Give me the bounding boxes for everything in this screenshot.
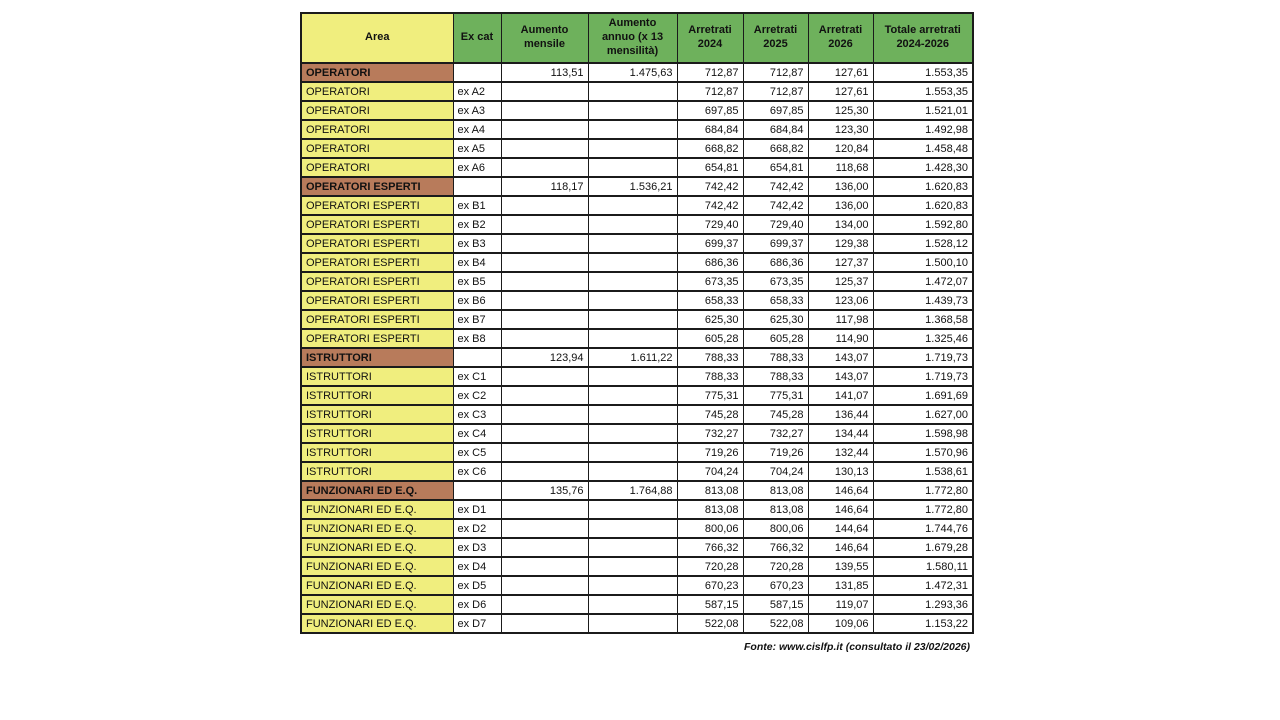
cell-arr2025: 766,32 (743, 538, 808, 557)
cell-totale: 1.472,31 (873, 576, 973, 595)
cell-excat: ex B3 (453, 234, 501, 253)
cell-area: OPERATORI (301, 139, 453, 158)
cell-annuo (588, 538, 677, 557)
cell-arr2025: 625,30 (743, 310, 808, 329)
cell-area: OPERATORI ESPERTI (301, 329, 453, 348)
cell-area: ISTRUTTORI (301, 462, 453, 481)
cell-arr2025: 522,08 (743, 614, 808, 633)
cell-totale: 1.744,76 (873, 519, 973, 538)
cell-mensile (501, 215, 588, 234)
cell-annuo (588, 519, 677, 538)
column-header-area: Area (301, 13, 453, 63)
cell-area: OPERATORI ESPERTI (301, 291, 453, 310)
cell-arr2024: 788,33 (677, 348, 743, 367)
cell-annuo (588, 500, 677, 519)
cell-arr2024: 658,33 (677, 291, 743, 310)
cell-area: ISTRUTTORI (301, 443, 453, 462)
cell-arr2026: 136,44 (808, 405, 873, 424)
cell-area: FUNZIONARI ED E.Q. (301, 614, 453, 633)
cell-arr2026: 134,00 (808, 215, 873, 234)
section-row (301, 348, 973, 367)
cell-arr2026: 118,68 (808, 158, 873, 177)
cell-mensile: 123,94 (501, 348, 588, 367)
cell-arr2025: 668,82 (743, 139, 808, 158)
cell-area: FUNZIONARI ED E.Q. (301, 519, 453, 538)
cell-excat: ex D6 (453, 595, 501, 614)
cell-arr2026: 129,38 (808, 234, 873, 253)
table-row (301, 557, 973, 576)
cell-area: OPERATORI ESPERTI (301, 215, 453, 234)
cell-arr2025: 587,15 (743, 595, 808, 614)
cell-area: ISTRUTTORI (301, 405, 453, 424)
cell-excat: ex C4 (453, 424, 501, 443)
cell-annuo (588, 215, 677, 234)
cell-arr2024: 712,87 (677, 82, 743, 101)
cell-arr2026: 132,44 (808, 443, 873, 462)
cell-area: ISTRUTTORI (301, 424, 453, 443)
cell-arr2026: 146,64 (808, 500, 873, 519)
cell-arr2026: 146,64 (808, 481, 873, 500)
cell-arr2026: 141,07 (808, 386, 873, 405)
cell-arr2025: 742,42 (743, 177, 808, 196)
cell-mensile (501, 500, 588, 519)
table-row (301, 139, 973, 158)
table-row (301, 101, 973, 120)
cell-arr2025: 712,87 (743, 82, 808, 101)
cell-arr2025: 605,28 (743, 329, 808, 348)
cell-totale: 1.772,80 (873, 500, 973, 519)
cell-excat: ex C5 (453, 443, 501, 462)
cell-arr2024: 522,08 (677, 614, 743, 633)
cell-area: FUNZIONARI ED E.Q. (301, 538, 453, 557)
cell-arr2024: 788,33 (677, 367, 743, 386)
cell-mensile (501, 443, 588, 462)
table-row (301, 291, 973, 310)
cell-annuo (588, 310, 677, 329)
cell-arr2025: 697,85 (743, 101, 808, 120)
cell-arr2025: 654,81 (743, 158, 808, 177)
cell-arr2026: 117,98 (808, 310, 873, 329)
column-header-totale: Totale arretrati 2024-2026 (873, 13, 973, 63)
cell-arr2025: 720,28 (743, 557, 808, 576)
cell-arr2025: 732,27 (743, 424, 808, 443)
cell-area: FUNZIONARI ED E.Q. (301, 595, 453, 614)
cell-arr2026: 119,07 (808, 595, 873, 614)
cell-annuo: 1.764,88 (588, 481, 677, 500)
cell-totale: 1.719,73 (873, 367, 973, 386)
cell-annuo (588, 196, 677, 215)
cell-arr2026: 127,61 (808, 82, 873, 101)
cell-excat: ex B7 (453, 310, 501, 329)
cell-mensile: 113,51 (501, 63, 588, 82)
cell-area: OPERATORI ESPERTI (301, 196, 453, 215)
cell-annuo (588, 139, 677, 158)
cell-area: FUNZIONARI ED E.Q. (301, 481, 453, 500)
cell-mensile (501, 405, 588, 424)
cell-arr2024: 742,42 (677, 177, 743, 196)
cell-excat: ex D1 (453, 500, 501, 519)
cell-area: OPERATORI ESPERTI (301, 234, 453, 253)
cell-arr2026: 136,00 (808, 177, 873, 196)
cell-arr2026: 143,07 (808, 367, 873, 386)
table-row (301, 519, 973, 538)
cell-excat: ex A3 (453, 101, 501, 120)
cell-excat: ex B8 (453, 329, 501, 348)
cell-totale: 1.553,35 (873, 63, 973, 82)
cell-arr2025: 813,08 (743, 481, 808, 500)
cell-area: OPERATORI ESPERTI (301, 310, 453, 329)
salary-arrears-table (300, 12, 974, 634)
cell-mensile (501, 101, 588, 120)
cell-totale: 1.500,10 (873, 253, 973, 272)
cell-mensile (501, 557, 588, 576)
cell-annuo (588, 614, 677, 633)
cell-totale: 1.598,98 (873, 424, 973, 443)
cell-excat: ex B4 (453, 253, 501, 272)
cell-arr2025: 712,87 (743, 63, 808, 82)
cell-area: FUNZIONARI ED E.Q. (301, 500, 453, 519)
cell-excat: ex C6 (453, 462, 501, 481)
cell-mensile (501, 462, 588, 481)
cell-annuo (588, 405, 677, 424)
cell-excat: ex C3 (453, 405, 501, 424)
cell-annuo (588, 424, 677, 443)
cell-arr2026: 123,06 (808, 291, 873, 310)
column-header-excat: Ex cat (453, 13, 501, 63)
cell-arr2026: 136,00 (808, 196, 873, 215)
cell-annuo (588, 158, 677, 177)
cell-excat: ex D4 (453, 557, 501, 576)
cell-arr2024: 654,81 (677, 158, 743, 177)
column-header-annuo: Aumento annuo (x 13 mensilità) (588, 13, 677, 63)
cell-totale: 1.620,83 (873, 196, 973, 215)
cell-arr2025: 788,33 (743, 348, 808, 367)
table-row (301, 253, 973, 272)
cell-mensile (501, 253, 588, 272)
table-header (301, 13, 973, 63)
column-header-mensile: Aumento mensile (501, 13, 588, 63)
table-row (301, 443, 973, 462)
table-row (301, 82, 973, 101)
cell-arr2024: 742,42 (677, 196, 743, 215)
cell-mensile (501, 139, 588, 158)
cell-annuo (588, 329, 677, 348)
cell-annuo (588, 253, 677, 272)
cell-totale: 1.592,80 (873, 215, 973, 234)
cell-area: ISTRUTTORI (301, 386, 453, 405)
cell-arr2024: 800,06 (677, 519, 743, 538)
cell-totale: 1.719,73 (873, 348, 973, 367)
cell-arr2025: 704,24 (743, 462, 808, 481)
cell-totale: 1.627,00 (873, 405, 973, 424)
cell-mensile (501, 595, 588, 614)
column-header-arr2026: Arretrati 2026 (808, 13, 873, 63)
cell-annuo (588, 386, 677, 405)
cell-excat: ex D5 (453, 576, 501, 595)
cell-annuo (588, 291, 677, 310)
cell-excat: ex B2 (453, 215, 501, 234)
cell-totale: 1.580,11 (873, 557, 973, 576)
cell-excat (453, 481, 501, 500)
cell-arr2025: 699,37 (743, 234, 808, 253)
table-row (301, 310, 973, 329)
cell-arr2024: 745,28 (677, 405, 743, 424)
cell-arr2026: 120,84 (808, 139, 873, 158)
cell-totale: 1.293,36 (873, 595, 973, 614)
cell-area: OPERATORI (301, 120, 453, 139)
cell-totale: 1.368,58 (873, 310, 973, 329)
section-row (301, 481, 973, 500)
cell-arr2024: 813,08 (677, 500, 743, 519)
cell-arr2024: 719,26 (677, 443, 743, 462)
salary-arrears-table-container (300, 12, 972, 653)
cell-arr2024: 587,15 (677, 595, 743, 614)
cell-mensile (501, 272, 588, 291)
cell-excat: ex B5 (453, 272, 501, 291)
cell-arr2025: 742,42 (743, 196, 808, 215)
cell-totale: 1.620,83 (873, 177, 973, 196)
cell-mensile (501, 538, 588, 557)
table-row (301, 424, 973, 443)
cell-excat: ex A4 (453, 120, 501, 139)
cell-arr2025: 729,40 (743, 215, 808, 234)
cell-arr2024: 813,08 (677, 481, 743, 500)
cell-arr2026: 125,37 (808, 272, 873, 291)
cell-arr2024: 673,35 (677, 272, 743, 291)
cell-totale: 1.492,98 (873, 120, 973, 139)
cell-arr2024: 699,37 (677, 234, 743, 253)
cell-arr2024: 605,28 (677, 329, 743, 348)
cell-area: FUNZIONARI ED E.Q. (301, 576, 453, 595)
cell-arr2026: 130,13 (808, 462, 873, 481)
cell-excat: ex A2 (453, 82, 501, 101)
column-header-arr2024: Arretrati 2024 (677, 13, 743, 63)
cell-arr2025: 719,26 (743, 443, 808, 462)
cell-mensile (501, 82, 588, 101)
cell-mensile (501, 519, 588, 538)
cell-annuo (588, 367, 677, 386)
cell-totale: 1.679,28 (873, 538, 973, 557)
cell-excat: ex C1 (453, 367, 501, 386)
cell-area: OPERATORI ESPERTI (301, 253, 453, 272)
cell-mensile: 135,76 (501, 481, 588, 500)
cell-arr2026: 139,55 (808, 557, 873, 576)
cell-excat: ex D7 (453, 614, 501, 633)
cell-excat: ex A6 (453, 158, 501, 177)
table-row (301, 500, 973, 519)
cell-area: OPERATORI ESPERTI (301, 272, 453, 291)
cell-arr2026: 146,64 (808, 538, 873, 557)
cell-mensile (501, 329, 588, 348)
source-note: Fonte: www.cislfp.it (consultato il 23/02/2026) (744, 641, 970, 653)
cell-area: OPERATORI ESPERTI (301, 177, 453, 196)
cell-mensile (501, 424, 588, 443)
cell-mensile (501, 234, 588, 253)
cell-totale: 1.428,30 (873, 158, 973, 177)
cell-arr2025: 670,23 (743, 576, 808, 595)
cell-annuo: 1.536,21 (588, 177, 677, 196)
cell-area: OPERATORI (301, 63, 453, 82)
cell-area: OPERATORI (301, 82, 453, 101)
cell-arr2024: 766,32 (677, 538, 743, 557)
cell-mensile (501, 158, 588, 177)
header-row (301, 13, 973, 63)
cell-totale: 1.538,61 (873, 462, 973, 481)
cell-annuo (588, 557, 677, 576)
cell-arr2024: 686,36 (677, 253, 743, 272)
cell-arr2026: 123,30 (808, 120, 873, 139)
cell-totale: 1.570,96 (873, 443, 973, 462)
cell-arr2026: 143,07 (808, 348, 873, 367)
cell-area: ISTRUTTORI (301, 367, 453, 386)
cell-excat (453, 177, 501, 196)
cell-arr2026: 131,85 (808, 576, 873, 595)
cell-excat: ex D2 (453, 519, 501, 538)
cell-area: ISTRUTTORI (301, 348, 453, 367)
table-row (301, 329, 973, 348)
cell-arr2026: 127,61 (808, 63, 873, 82)
cell-arr2024: 775,31 (677, 386, 743, 405)
cell-mensile (501, 196, 588, 215)
cell-arr2024: 697,85 (677, 101, 743, 120)
cell-mensile (501, 310, 588, 329)
cell-arr2025: 673,35 (743, 272, 808, 291)
cell-arr2025: 745,28 (743, 405, 808, 424)
cell-arr2025: 813,08 (743, 500, 808, 519)
table-row (301, 234, 973, 253)
cell-arr2024: 668,82 (677, 139, 743, 158)
cell-arr2026: 114,90 (808, 329, 873, 348)
cell-arr2024: 625,30 (677, 310, 743, 329)
table-row (301, 576, 973, 595)
cell-annuo (588, 443, 677, 462)
section-row (301, 63, 973, 82)
table-row (301, 215, 973, 234)
cell-arr2024: 732,27 (677, 424, 743, 443)
cell-annuo (588, 234, 677, 253)
cell-excat (453, 63, 501, 82)
table-row (301, 367, 973, 386)
cell-totale: 1.472,07 (873, 272, 973, 291)
cell-totale: 1.553,35 (873, 82, 973, 101)
cell-annuo: 1.611,22 (588, 348, 677, 367)
table-row (301, 595, 973, 614)
cell-arr2024: 712,87 (677, 63, 743, 82)
cell-arr2024: 670,23 (677, 576, 743, 595)
cell-annuo (588, 82, 677, 101)
table-row (301, 196, 973, 215)
cell-area: OPERATORI (301, 101, 453, 120)
cell-totale: 1.691,69 (873, 386, 973, 405)
cell-arr2025: 775,31 (743, 386, 808, 405)
cell-arr2025: 684,84 (743, 120, 808, 139)
cell-mensile: 118,17 (501, 177, 588, 196)
cell-arr2024: 720,28 (677, 557, 743, 576)
column-header-arr2025: Arretrati 2025 (743, 13, 808, 63)
cell-area: OPERATORI (301, 158, 453, 177)
cell-annuo (588, 120, 677, 139)
cell-annuo (588, 462, 677, 481)
cell-excat: ex A5 (453, 139, 501, 158)
cell-annuo (588, 595, 677, 614)
cell-mensile (501, 576, 588, 595)
cell-annuo: 1.475,63 (588, 63, 677, 82)
cell-arr2024: 684,84 (677, 120, 743, 139)
table-row (301, 272, 973, 291)
table-row (301, 405, 973, 424)
cell-arr2024: 704,24 (677, 462, 743, 481)
cell-mensile (501, 386, 588, 405)
table-body (301, 63, 973, 633)
section-row (301, 177, 973, 196)
cell-mensile (501, 367, 588, 386)
cell-totale: 1.153,22 (873, 614, 973, 633)
cell-excat (453, 348, 501, 367)
cell-excat: ex B6 (453, 291, 501, 310)
table-row (301, 538, 973, 557)
cell-arr2026: 144,64 (808, 519, 873, 538)
cell-annuo (588, 101, 677, 120)
cell-arr2025: 788,33 (743, 367, 808, 386)
cell-totale: 1.325,46 (873, 329, 973, 348)
table-row (301, 158, 973, 177)
cell-totale: 1.439,73 (873, 291, 973, 310)
cell-arr2026: 109,06 (808, 614, 873, 633)
cell-arr2025: 658,33 (743, 291, 808, 310)
cell-arr2025: 686,36 (743, 253, 808, 272)
cell-annuo (588, 576, 677, 595)
cell-excat: ex D3 (453, 538, 501, 557)
table-row (301, 462, 973, 481)
cell-area: FUNZIONARI ED E.Q. (301, 557, 453, 576)
cell-arr2026: 127,37 (808, 253, 873, 272)
cell-annuo (588, 272, 677, 291)
cell-mensile (501, 120, 588, 139)
cell-totale: 1.458,48 (873, 139, 973, 158)
table-row (301, 120, 973, 139)
cell-arr2025: 800,06 (743, 519, 808, 538)
cell-excat: ex B1 (453, 196, 501, 215)
cell-totale: 1.521,01 (873, 101, 973, 120)
cell-arr2026: 134,44 (808, 424, 873, 443)
cell-totale: 1.528,12 (873, 234, 973, 253)
cell-excat: ex C2 (453, 386, 501, 405)
cell-mensile (501, 614, 588, 633)
table-row (301, 386, 973, 405)
cell-mensile (501, 291, 588, 310)
table-row (301, 614, 973, 633)
cell-totale: 1.772,80 (873, 481, 973, 500)
cell-arr2024: 729,40 (677, 215, 743, 234)
cell-arr2026: 125,30 (808, 101, 873, 120)
